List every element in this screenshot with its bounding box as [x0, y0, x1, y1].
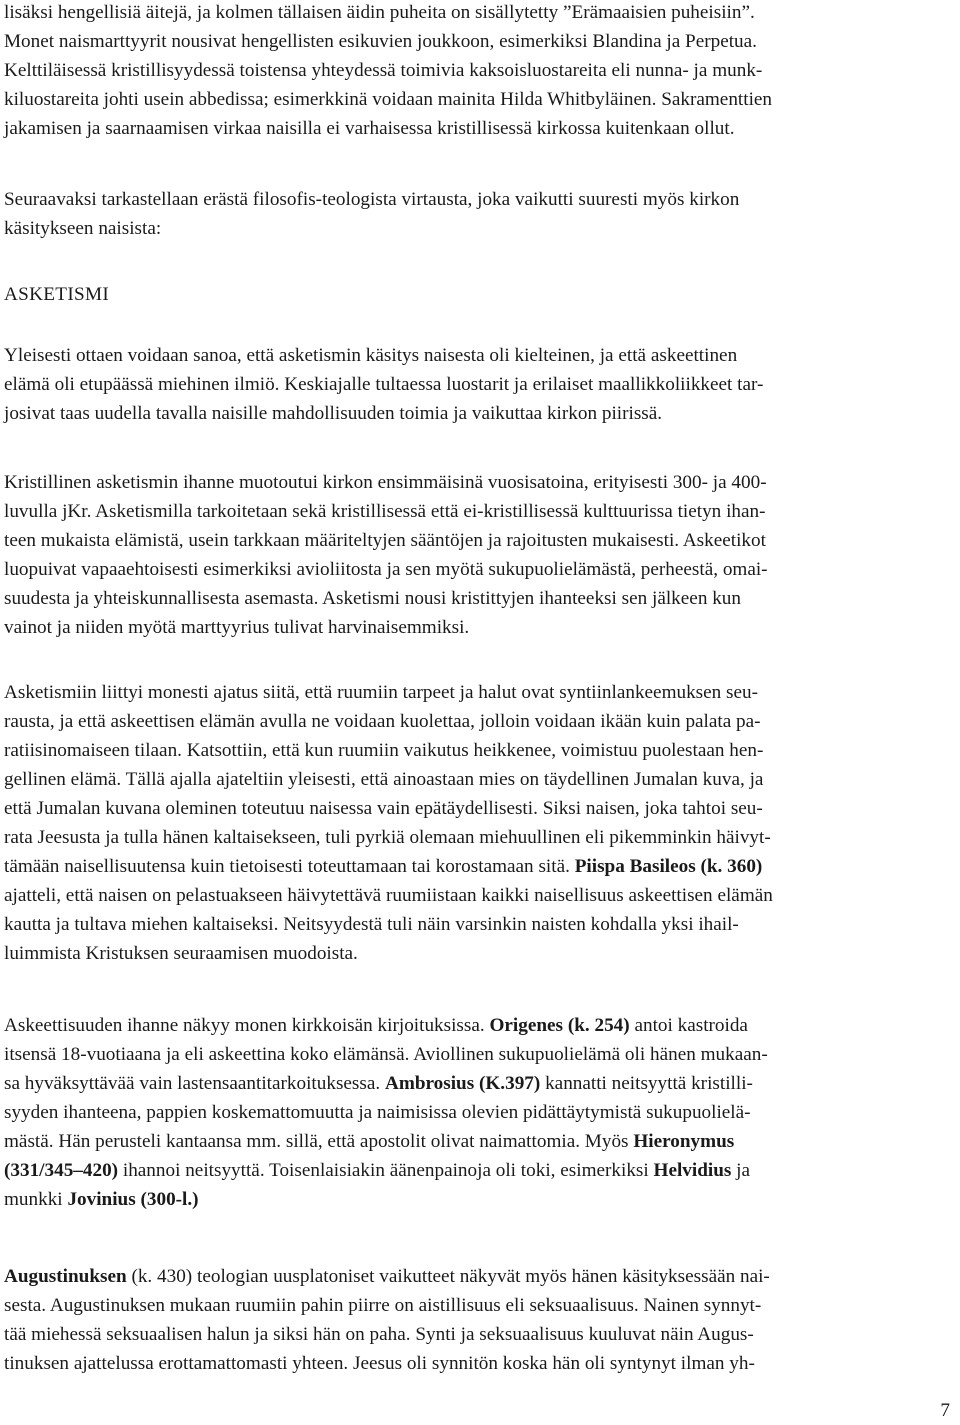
text-line: [4, 1127, 954, 1156]
bold-name: Ambrosius (K.397): [384, 1073, 541, 1094]
text-line: luopuivat vapaaehtoisesti esimerkiksi avioliitosta ja sen myötä sukupuolielämästä, perheestä, omai-: [4, 559, 768, 580]
text-line: elämä oli etupäässä miehinen ilmiö. Keskiajalle tultaessa luostarit ja erilaiset maallikkoliikkeet tar-: [4, 374, 764, 395]
paragraph-2: [4, 185, 954, 243]
text-line: suudesta ja yhteiskunnallisesta asemasta. Asketismi nousi kristittyjen ihanteeksi sen jälkeen kun: [4, 588, 741, 609]
text-span: ja: [731, 1160, 751, 1181]
text-line: [4, 1156, 954, 1185]
bold-name: Helvidius: [653, 1160, 732, 1181]
text-line: lisäksi hengellisiä äitejä, ja kolmen tällaisen äidin puheita on sisällytetty ”Erämaaisien puheisiin”.: [4, 2, 755, 23]
text-span: Askeettisuuden ihanne näkyy monen kirkkoisän kirjoituksissa.: [4, 1015, 490, 1036]
text-line: [4, 852, 954, 881]
text-line: vainot ja niiden myötä marttyyrius tulivat harvinaisemmiksi.: [4, 617, 470, 638]
page-number: 7: [940, 1400, 950, 1421]
text-span: antoi kastroida: [629, 1015, 748, 1036]
text-line: [4, 1069, 954, 1098]
text-line: kautta ja tultava miehen kaltaiseksi. Neitsyydestä tuli näin varsinkin naisten kohdalla yksi ihail-: [4, 914, 739, 935]
text-line: rata Jeesusta ja tulla hänen kaltaisekseen, tuli pyrkiä olemaan miehuullinen eli pikemminkin häivyt-: [4, 827, 771, 848]
text-line: rausta, ja että askeettisen elämän avulla ne voidaan kuolettaa, jolloin voidaan ikään kuin palata pa-: [4, 711, 761, 732]
paragraph-3: [4, 341, 954, 428]
paragraph-4: [4, 468, 954, 642]
text-span: tämään naisellisuutensa kuin tietoisesti toteuttamaan tai korostamaan sitä.: [4, 856, 575, 877]
text-line: josivat taas uudella tavalla naisille mahdollisuuden toimia ja vaikuttaa kirkon piirissä.: [4, 403, 663, 424]
text-line: jakamisen ja saarnaamisen virkaa naisilla ei varhaisessa kristillisessä kirkossa kuitenkaan ollut.: [4, 118, 735, 139]
text-span: munkki: [4, 1189, 68, 1210]
paragraph-6: [4, 1011, 954, 1214]
bold-name: Origenes (k. 254): [489, 1015, 630, 1036]
text-line: sesta. Augustinuksen mukaan ruumiin pahin piirre on aistillisuus eli seksuaalisuus. Nainen synnyt-: [4, 1295, 762, 1316]
bold-name: Augustinuksen: [4, 1266, 127, 1287]
text-line: [4, 1262, 954, 1291]
paragraph-7: [4, 1262, 954, 1378]
text-line: ajatteli, että naisen on pelastuakseen häivytettävä ruumiistaan kaikki naisellisuus askeettisen elämän: [4, 885, 773, 906]
text-line: Kristillinen asketismin ihanne muotoutui kirkon ensimmäisinä vuosisatoina, erityisesti 300- ja 400-: [4, 472, 767, 493]
text-line: [4, 1011, 954, 1040]
text-line: tää miehessä seksuaalisen halun ja siksi hän on paha. Synti ja seksuaalisuus kuuluvat näin Augus-: [4, 1324, 754, 1345]
text-line: teen mukaista elämistä, usein tarkkaan määriteltyjen sääntöjen ja rajoitusten mukaisesti. Askeetikot: [4, 530, 766, 551]
text-line: luimmista Kristuksen seuraamisen muodoista.: [4, 943, 358, 964]
paragraph-1: [4, 0, 954, 143]
text-line: syyden ihanteena, pappien koskemattomuutta ja naimisissa olevien pidättäytymistä sukupuolielä-: [4, 1102, 751, 1123]
text-line: itsensä 18-vuotiaana ja eli askeettina koko elämänsä. Aviollinen sukupuolielämä oli hänen mukaan-: [4, 1044, 768, 1065]
text-line: luvulla jKr. Asketismilla tarkoitetaan sekä kristillisessä että ei-kristillisessä kulttuurissa tietyn ihan-: [4, 501, 766, 522]
text-line: kiluostareita johti usein abbedissa; esimerkkinä voidaan mainita Hilda Whitbyläinen. Sakramenttien: [4, 89, 773, 110]
text-span: ihannoi neitsyyttä. Toisenlaisiakin äänenpainoja oli toki, esimerkiksi: [118, 1160, 654, 1181]
text-line: ratiisinomaiseen tilaan. Katsottiin, että kun ruumiin vaikutus heikkenee, voimistuu puolestaan hen-: [4, 740, 764, 761]
text-line: käsitykseen naisista:: [4, 218, 162, 239]
text-span: sa hyväksyttävää vain lastensaantitarkoituksessa.: [4, 1073, 385, 1094]
bold-name: Jovinius (300-l.): [67, 1189, 199, 1210]
text-span: mästä. Hän perusteli kantaansa mm. sillä, että apostolit olivat naimattomia. Myös: [4, 1131, 634, 1152]
bold-name: Hieronymus: [633, 1131, 735, 1152]
text-span: kannatti neitsyyttä kristilli-: [540, 1073, 753, 1094]
text-line: gellinen elämä. Tällä ajalla ajateltiin yleisesti, että ainoastaan mies on täydellinen Jumalan kuva, ja: [4, 769, 764, 790]
text-line: Seuraavaksi tarkastellaan erästä filosofis-teologista virtausta, joka vaikutti suuresti myös kirkon: [4, 189, 740, 210]
bold-name: Piispa Basileos (k. 360): [574, 856, 763, 877]
section-heading: ASKETISMI: [4, 284, 110, 305]
text-line: [4, 1185, 954, 1214]
text-line: Asketismiin liittyi monesti ajatus siitä, että ruumiin tarpeet ja halut ovat syntiinlankeemuksen seu-: [4, 682, 759, 703]
bold-name: (331/345–420): [4, 1160, 119, 1181]
text-span: (k. 430) teologian uusplatoniset vaikutteet näkyvät myös hänen käsityksessään nai-: [126, 1266, 770, 1287]
text-line: että Jumalan kuvana oleminen toteutuu naisessa vain epätäydellisesti. Siksi naisen, joka tahtoi seu-: [4, 798, 763, 819]
text-line: Yleisesti ottaen voidaan sanoa, että asketismin käsitys naisesta oli kielteinen, ja että askeettinen: [4, 345, 738, 366]
text-line: Monet naismarttyyrit nousivat hengellisten esikuvien joukkoon, esimerkiksi Blandina ja Perpetua.: [4, 31, 757, 52]
text-line: tinuksen ajattelussa erottamattomasti yhteen. Jeesus oli synnitön koska hän oli syntynyt ilman yh-: [4, 1353, 755, 1374]
text-line: Kelttiläisessä kristillisyydessä toistensa yhteydessä toimivia kaksoisluostareita eli nunna- ja munk-: [4, 60, 763, 81]
paragraph-5: [4, 678, 954, 968]
